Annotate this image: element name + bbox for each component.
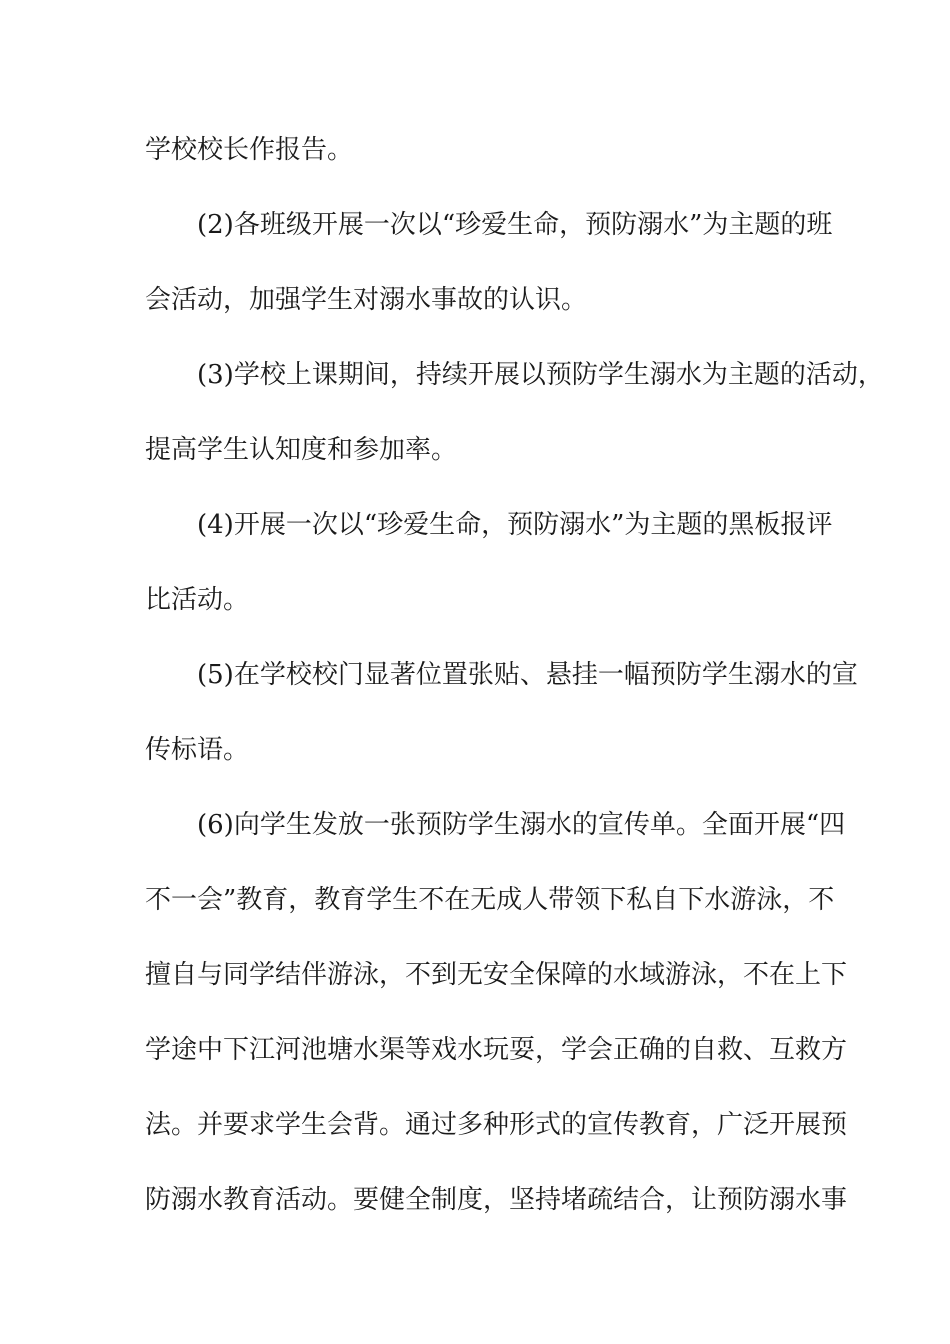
text-line: 防溺水教育活动。要健全制度，坚持堵疏结合，让预防溺水事: [145, 1185, 848, 1215]
text-line: 法。并要求学生会背。通过多种形式的宣传教育，广泛开展预: [145, 1110, 848, 1140]
paragraph-3-first-line: (3)学校上课期间，持续开展以预防学生溺水为主题的活动，: [197, 360, 884, 390]
text-line: 提高学生认知度和参加率。: [145, 435, 458, 465]
paragraph-4-first-line: (4)开展一次以“珍爱生命，预防溺水”为主题的黑板报评: [197, 510, 833, 540]
text-line: 传标语。: [145, 735, 250, 765]
paragraph-2-first-line: (2)各班级开展一次以“珍爱生命，预防溺水”为主题的班: [197, 210, 833, 240]
text-line: 擅自与同学结伴游泳，不到无安全保障的水域游泳，不在上下: [145, 960, 848, 990]
paragraph-6-first-line: (6)向学生发放一张预防学生溺水的宣传单。全面开展“四: [197, 810, 846, 840]
paragraph-5-first-line: (5)在学校校门显著位置张贴、悬挂一幅预防学生溺水的宣: [197, 660, 858, 690]
text-line: 学校校长作报告。: [145, 135, 354, 165]
text-line: 比活动。: [145, 585, 250, 615]
text-line: 学途中下江河池塘水渠等戏水玩耍，学会正确的自救、互救方: [145, 1035, 848, 1065]
text-line: 不一会”教育，教育学生不在无成人带领下私自下水游泳，不: [145, 885, 835, 915]
text-line: 会活动，加强学生对溺水事故的认识。: [145, 285, 588, 315]
